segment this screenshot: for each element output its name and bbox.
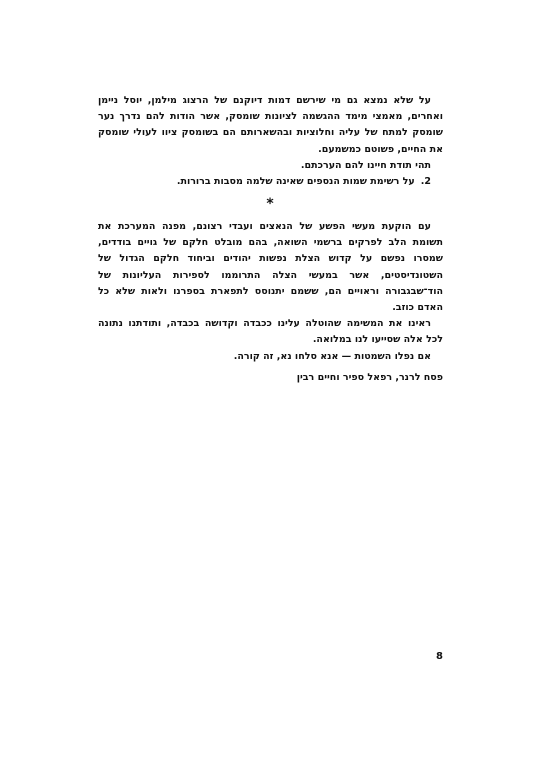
list-item-text: על רשימת שמות הנספים שאינה שלמה מסבות ברורות. [176,176,415,188]
section-separator: * [266,196,274,212]
paragraph-thanks: על שלא נמצא גם מי שירשם דמות דיוקנם של הרצוג מילמן, יוסל ניימן ואחרים, מאמצי מימד ההגשמה לציונות שומסק, אשר הודות להם נדרך נער שומסק למתח של עליה וחלוציות ובהשארותם הם בשומסק ציוו לעולי שומסק את החיים, פשוטם כמשמעם. [98,95,443,155]
list-item-2 [98,174,443,190]
list-number: 2. [420,176,431,188]
paragraph-gratitude: תהי תודת חיינו להם הערכתם. [300,159,431,171]
page-number: 8 [436,651,443,662]
paragraph-mission: ראינו את המשימה שהוטלה עלינו ככבדה וקדושה בכבדה, ותודתנו נתונה לכל אלה שסייעו לנו במלואה. [98,318,443,346]
text-block-top [98,93,443,190]
paragraph-righteous: עם הוקעת מעשי הפשע של הנאצים ועבדי רצונם, מפנה המערכת את תשומת הלב לפרקים ברשמי השואה, בהם מובלט חלקם של גויים בודדים, שמסרו נפשם על קדוש הצלת נפשות יהודים וביחוד חלקם הגדול של השטונדיסטים, אשר במעשי הצלה התרוממו לספירות העליונות של הוד־שבגבורה וראויים הם, ששמם יתנוסס לתפארת בספרנו ולאות שלא כל האדם כוזב. [98,221,443,314]
paragraph-apology: אם נפלו השמטות — אנא סלחו נא, זה קורה. [233,350,431,362]
text-block-bottom [98,219,443,365]
signature: פסח לרנר, רפאל ספיר וחיים רבין [296,372,443,383]
